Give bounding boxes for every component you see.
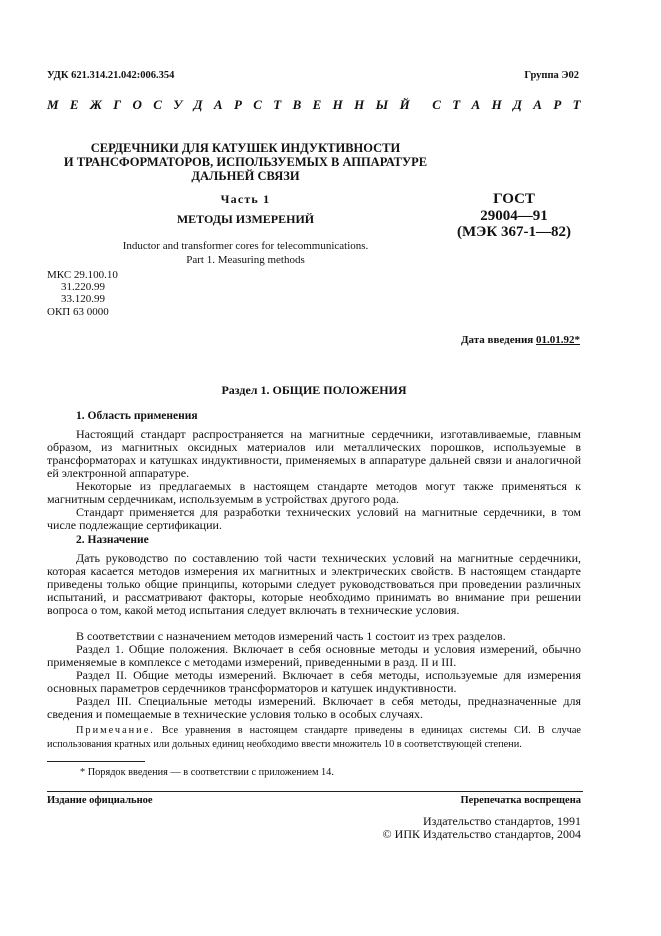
footer-divider <box>47 791 583 792</box>
paragraph: В соответствии с назначением методов измерений часть 1 состоит из трех разделов. <box>76 629 506 643</box>
note <box>47 724 581 751</box>
standard-type-letter: А <box>213 97 223 112</box>
english-title-line: Inductor and transformer cores for telecommunications. <box>122 240 369 252</box>
standard-type-letter: А <box>533 97 543 112</box>
standard-type-letter: Н <box>332 97 343 112</box>
standard-type-letter: Й <box>399 97 410 112</box>
note-text: Все уравнения в настоящем стандарте приведены в единицах системы СИ. В случае использования кратных или дольных единиц необходимо ввести множитель 10 в соответствующей степени. <box>47 725 581 750</box>
standard-type-letter: В <box>292 97 302 112</box>
okp-code: ОКП 63 0000 <box>47 305 109 318</box>
group-code: Группа Э02 <box>524 70 579 81</box>
title-line: СЕРДЕЧНИКИ ДЛЯ КАТУШЕК ИНДУКТИВНОСТИ <box>90 141 401 155</box>
title-line: ДАЛЬНЕЙ СВЯЗИ <box>191 169 300 183</box>
iec-number: (МЭК 367-1—82) <box>457 224 571 240</box>
standard-type-letter: У <box>173 97 183 112</box>
standard-type-letter: Р <box>553 97 562 112</box>
mks-code: 31.220.99 <box>61 281 105 294</box>
intro-date <box>461 334 580 346</box>
english-title-line: Part 1. Measuring methods <box>186 254 305 266</box>
standard-type-letter: А <box>471 97 481 112</box>
intro-date-value: 01.01.92* <box>536 334 580 346</box>
udk-code: УДК 621.314.21.042:006.354 <box>47 70 175 81</box>
document-subtitle: МЕТОДЫ ИЗМЕРЕНИЙ <box>176 212 315 226</box>
publisher-line: Издательство стандартов, 1991 <box>423 814 581 828</box>
mks-code: 33.120.99 <box>61 293 105 306</box>
standard-type-letter: Ж <box>89 97 103 112</box>
standard-type-letter: С <box>153 97 163 112</box>
standard-type-letter: М <box>47 97 59 112</box>
gost-number: 29004—91 <box>480 207 548 224</box>
standard-type-letter: Н <box>354 97 365 112</box>
note-label: Примечание. <box>76 725 155 736</box>
english-title <box>47 239 444 267</box>
standard-type-letter: Н <box>491 97 502 112</box>
footnote-divider <box>47 761 145 762</box>
standard-type-letter: Г <box>113 97 122 112</box>
mks-code: МКС 29.100.10 <box>47 269 118 281</box>
paragraph: Стандарт применяется для разработки технических условий на магнитные сердечники, в том числе подлежащие сертификации. <box>47 505 581 532</box>
standard-type-letter: Р <box>233 97 243 112</box>
section-heading: Раздел 1. ОБЩИЕ ПОЛОЖЕНИЯ <box>221 383 407 397</box>
standard-type-letter: Е <box>312 97 322 112</box>
title-line: И ТРАНСФОРМАТОРОВ, ИСПОЛЬЗУЕМЫХ В АППАРАТУРЕ <box>63 155 428 169</box>
gost-designation <box>444 191 584 241</box>
standard-type-letter: Е <box>69 97 79 112</box>
standard-type-letter: Д <box>193 97 203 112</box>
classification-codes <box>47 269 118 318</box>
paragraph: Раздел II. Общие методы измерений. Включает в себя методы, используемые для измерения основных параметров сердечников трансформаторов и катушек индуктивности. <box>47 668 581 695</box>
paragraph: Раздел 1. Общие положения. Включает в себя основные методы и условия измерений, обычно применяемые в комплексе с методами измерений, приведенными в разд. II и III. <box>47 642 581 669</box>
reprint-notice: Перепечатка воспрещена <box>460 795 581 806</box>
paragraph: Настоящий стандарт распространяется на магнитные сердечники, изготавливаемые, главным образом, из магнитных оксидных материалов или металлических порошков, используемые в трансформаторах и катушках индуктивности, применяемых в аппаратуре дальней связи и аналогичной ей электронной аппаратуре. <box>47 427 581 480</box>
standard-type-letter: С <box>432 97 442 112</box>
standard-type-letter: Т <box>273 97 282 112</box>
paragraph: Некоторые из предлагаемых в настоящем стандарте методов могут также применяться к магнитным сердечникам, используемым в устройствах другого рода. <box>47 479 581 506</box>
standard-type-letter: Т <box>452 97 461 112</box>
standard-type-heading <box>47 97 581 113</box>
footnote: * Порядок введения — в соответствии с приложением 14. <box>80 767 334 778</box>
part-label: Часть 1 <box>220 192 271 206</box>
standard-type-letter: Ы <box>375 97 389 112</box>
intro-date-label: Дата введения <box>460 334 534 346</box>
gost-label: ГОСТ <box>493 191 535 207</box>
subsection-heading: 1. Область применения <box>76 410 198 422</box>
standard-type-letter: С <box>253 97 263 112</box>
standard-type-letter: О <box>132 97 143 112</box>
document-title <box>47 141 444 183</box>
subsection-heading: 2. Назначение <box>76 534 149 546</box>
publisher-info <box>383 815 581 841</box>
paragraph: Дать руководство по составлению той части технических условий на магнитные сердечники, которая касается методов измерения их магнитных и электрических свойств. В настоящем стандарте приведены только общие принципы, которыми следует руководствоваться при проведении различных испытаний, и рассматривают факторы, которые необходимо принимать во внимание при решении вопроса о том, какой метод испытания следует включать в технические условия. <box>47 551 581 617</box>
standard-type-letter: Т <box>572 97 581 112</box>
publisher-line: © ИПК Издательство стандартов, 2004 <box>382 827 581 841</box>
standard-type-letter: Д <box>513 97 523 112</box>
paragraph: Раздел III. Специальные методы измерений. Включает в себя методы, предназначенные для сведения и помещаемые в технические условия только в особых случаях. <box>47 694 581 721</box>
official-edition-label: Издание официальное <box>47 795 153 806</box>
